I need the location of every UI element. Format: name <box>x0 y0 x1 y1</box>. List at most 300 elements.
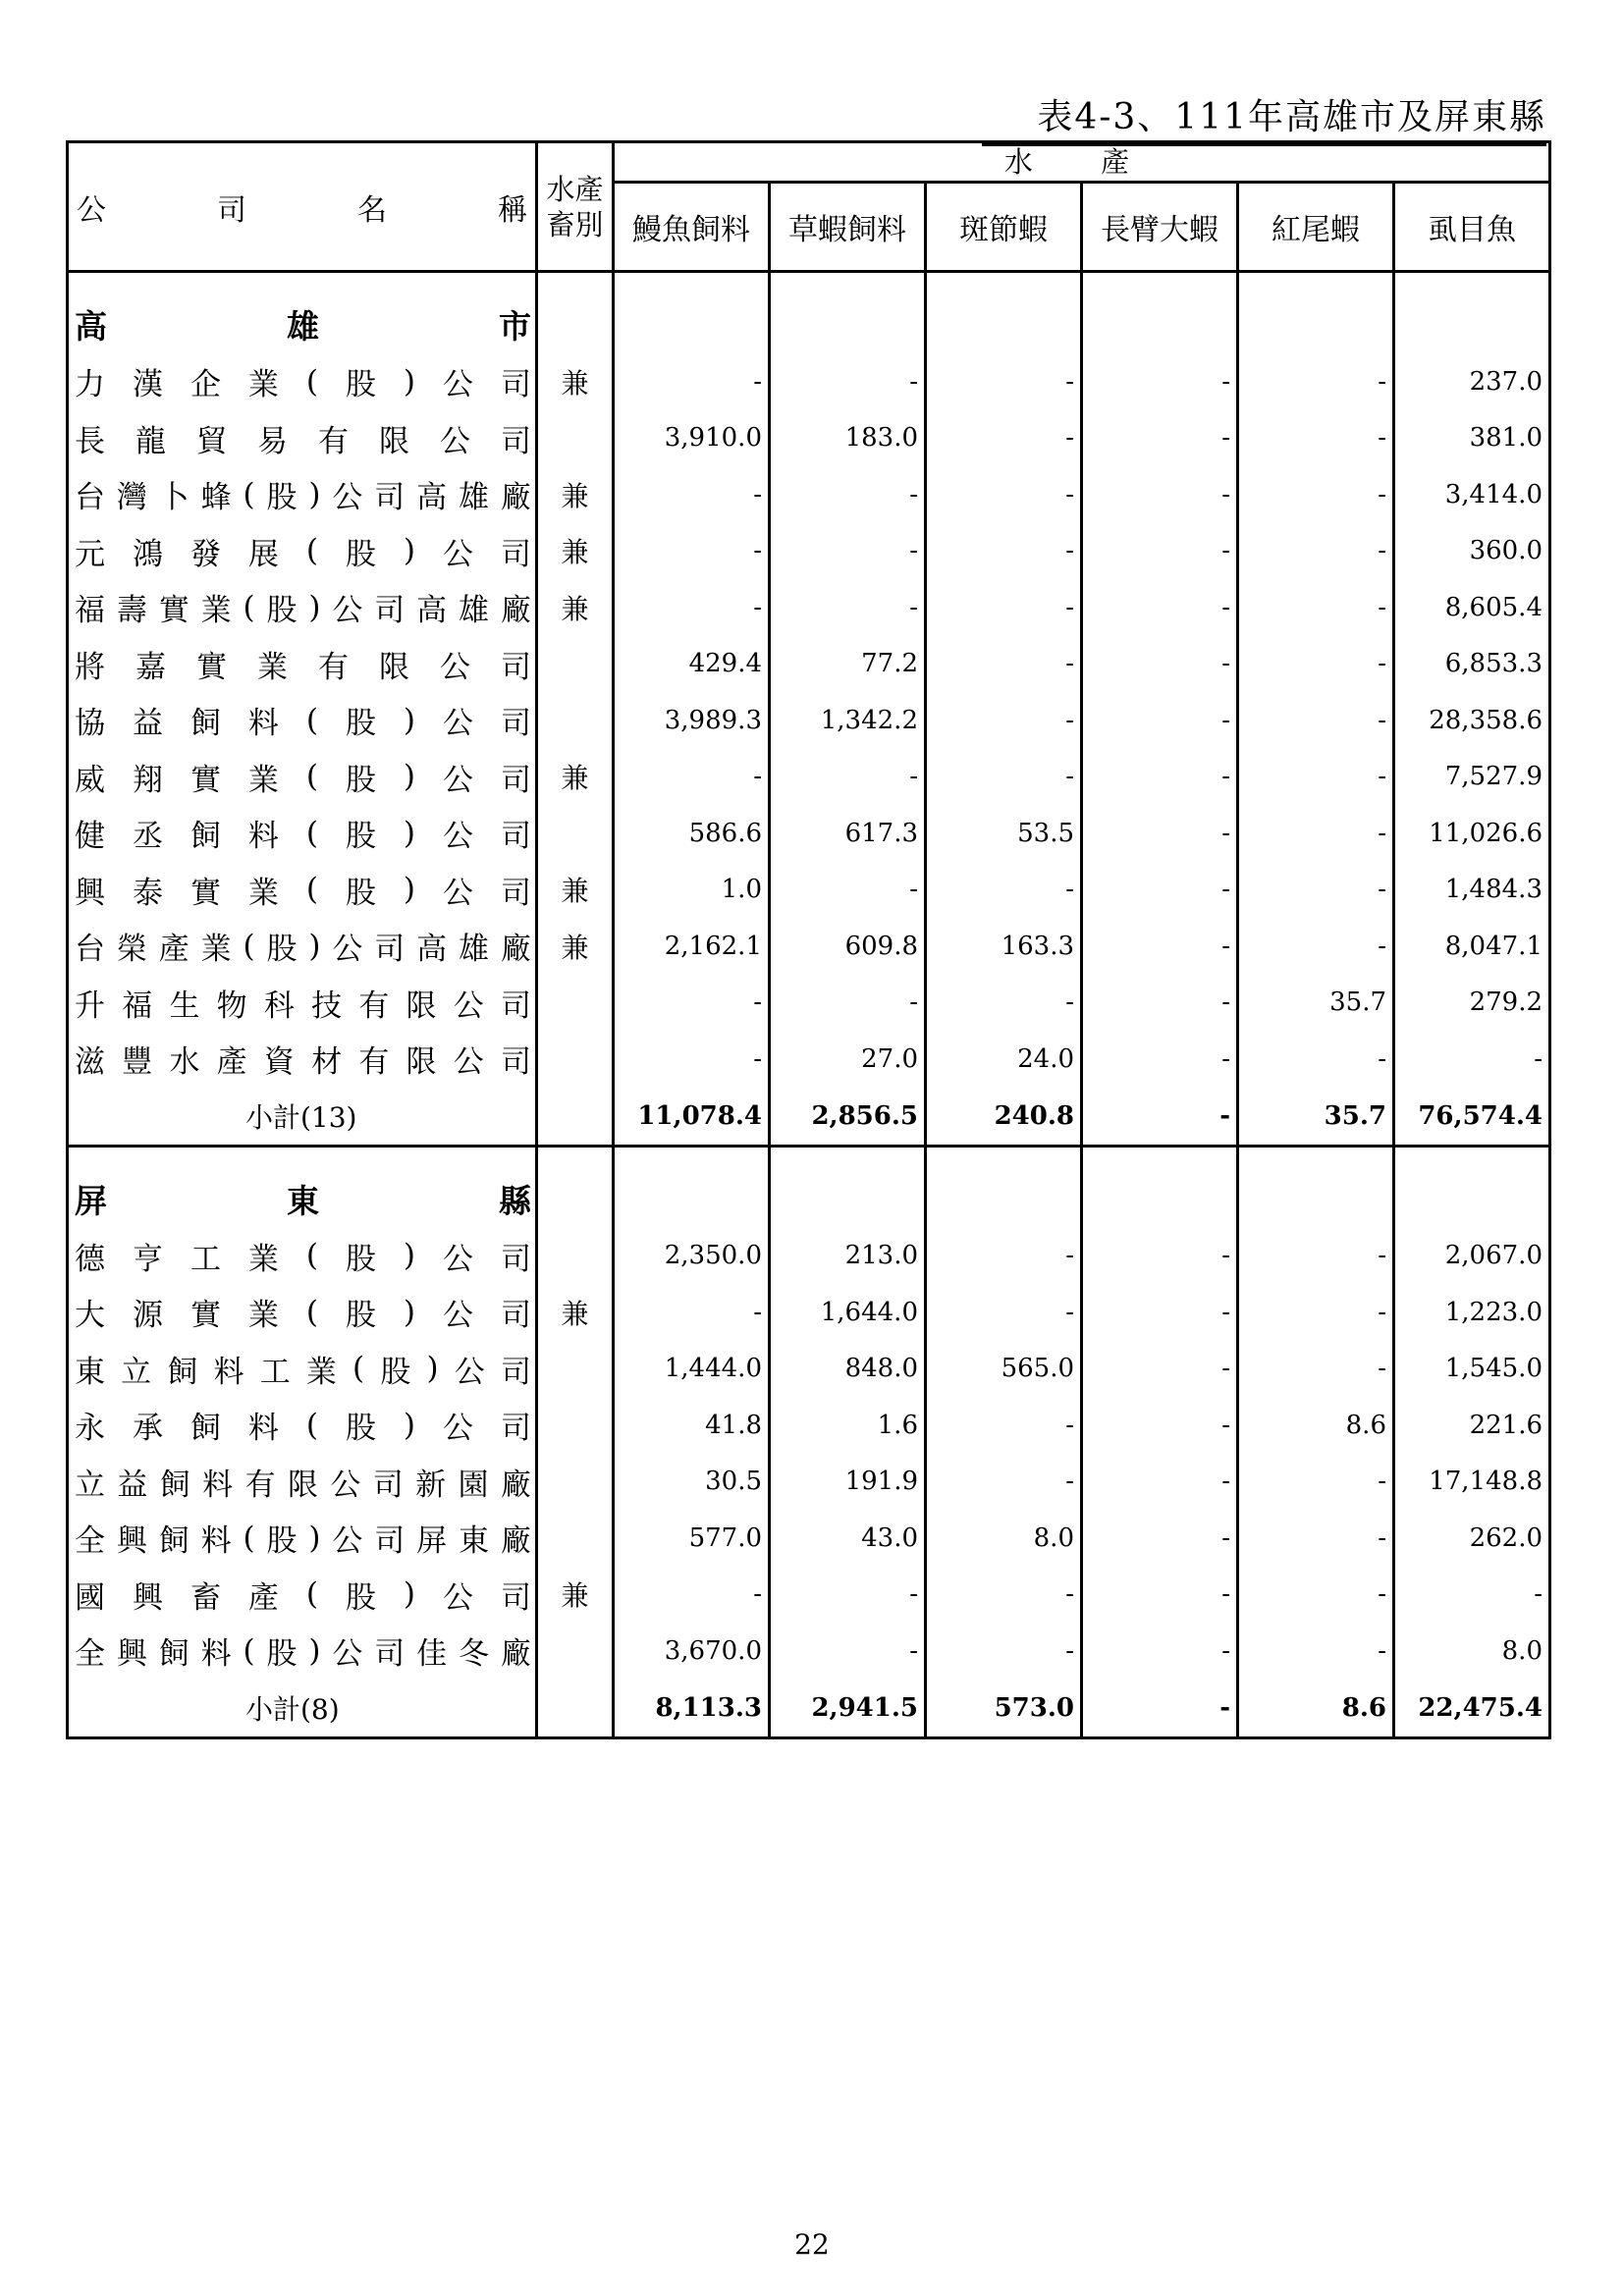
company-name-char: 司 <box>500 1241 531 1277</box>
column-header-0: 鰻魚飼料 <box>614 183 770 272</box>
company-name-char: 泰 <box>132 875 163 911</box>
company-name-char: 興 <box>116 1523 147 1560</box>
value-cell: - <box>926 1454 1082 1511</box>
value-cell: - <box>1238 466 1394 523</box>
company-name <box>68 975 537 1032</box>
value-cell: 360.0 <box>1394 523 1550 580</box>
category-cell: 兼 <box>537 862 614 919</box>
value-cell: - <box>614 523 770 580</box>
company-name-char: 公 <box>332 593 363 629</box>
company-name-char: 有 <box>244 1467 276 1503</box>
value-cell: - <box>926 862 1082 919</box>
company-name-char: 生 <box>169 988 200 1024</box>
company-name-char: 材 <box>311 1044 343 1081</box>
company-name-char: 台 <box>75 480 105 516</box>
table-row <box>68 918 1550 975</box>
company-name-char: 有 <box>318 649 349 685</box>
table-row <box>68 805 1550 862</box>
table-row <box>68 410 1550 467</box>
company-name <box>68 749 537 806</box>
column-header-2: 斑節蝦 <box>926 183 1082 272</box>
column-header-5: 虱目魚 <box>1394 183 1550 272</box>
company-name-char: 股 <box>345 875 376 911</box>
table-row <box>68 579 1550 636</box>
company-name-char: 佳 <box>416 1636 448 1673</box>
value-cell: - <box>770 353 926 410</box>
category-cell: 兼 <box>537 918 614 975</box>
company-name-char: ( <box>243 1632 255 1669</box>
company-name-char: 大 <box>75 1298 105 1334</box>
company-name-char: 鴻 <box>132 536 163 572</box>
company-name-char: 健 <box>75 819 105 855</box>
company-name-char: 力 <box>75 367 105 403</box>
region-name-char: 東 <box>287 1181 319 1220</box>
value-cell: 43.0 <box>770 1510 926 1567</box>
company-name-char: 公 <box>332 1523 363 1560</box>
company-name-char: 廠 <box>500 480 531 516</box>
company-name <box>68 692 537 749</box>
company-name-char: 公 <box>454 1354 485 1390</box>
value-cell: - <box>1082 692 1238 749</box>
subtotal-label: 小計(13) <box>68 1088 537 1147</box>
company-name-char: ) <box>403 363 416 400</box>
company-name-char: 股 <box>266 1636 298 1673</box>
value-cell: 30.5 <box>614 1454 770 1511</box>
company-name <box>68 1454 537 1511</box>
company-name-char: 業 <box>247 875 279 911</box>
company-name-char: 飼 <box>189 1411 221 1447</box>
company-name-char: 貿 <box>196 423 227 459</box>
company-name-char: 廠 <box>500 1523 531 1560</box>
company-name-char: 威 <box>75 762 105 798</box>
company-name-char: 高 <box>416 593 448 629</box>
value-cell: - <box>1238 353 1394 410</box>
company-name-char: 源 <box>132 1298 163 1334</box>
value-cell: - <box>926 1284 1082 1341</box>
subtotal-value: 8.6 <box>1238 1680 1394 1738</box>
company-name-char: 福 <box>122 988 153 1024</box>
value-cell: 8,047.1 <box>1394 918 1550 975</box>
value-cell: 3,989.3 <box>614 692 770 749</box>
company-name-char: 永 <box>75 1411 105 1447</box>
company-name-header <box>68 142 537 272</box>
region-name-char: 雄 <box>287 307 319 346</box>
value-cell: - <box>1082 805 1238 862</box>
category-cell <box>537 1680 614 1738</box>
company-name-char: ) <box>403 533 416 569</box>
company-name-header-char: 稱 <box>498 192 527 228</box>
company-name-char: 公 <box>443 819 473 855</box>
feed-production-table <box>66 140 1551 1739</box>
company-name-char: 公 <box>330 1467 361 1503</box>
company-name-char: 屏 <box>416 1523 448 1560</box>
value-cell: - <box>1082 1397 1238 1454</box>
value-cell: - <box>614 1284 770 1341</box>
company-name-char: 壽 <box>116 593 147 629</box>
value-cell: - <box>1082 353 1238 410</box>
category-cell <box>537 1397 614 1454</box>
company-name-char: ) <box>403 1238 416 1274</box>
company-name-char: 股 <box>345 1298 376 1334</box>
subtotal-value: 35.7 <box>1238 1088 1394 1147</box>
company-name-header-char: 司 <box>217 192 246 228</box>
value-cell: - <box>926 466 1082 523</box>
value-cell: - <box>1082 749 1238 806</box>
table-row <box>68 1031 1550 1088</box>
company-name-char: 企 <box>189 367 221 403</box>
value-cell: - <box>1238 1623 1394 1680</box>
value-cell: - <box>1238 1567 1394 1624</box>
company-name-char: 實 <box>196 649 227 685</box>
company-name-char: ) <box>403 815 416 851</box>
value-cell <box>1082 272 1238 354</box>
company-name-char: 龍 <box>135 423 166 459</box>
category-header-label: 水產畜別 <box>546 172 604 241</box>
value-cell <box>926 272 1082 354</box>
page-number: 22 <box>794 2228 830 2261</box>
company-name-char: 公 <box>443 536 473 572</box>
company-name-char: 有 <box>318 423 349 459</box>
value-cell: - <box>926 636 1082 693</box>
company-name-char: 限 <box>406 988 437 1024</box>
category-cell <box>537 1228 614 1285</box>
value-cell <box>1238 272 1394 354</box>
column-header-3: 長臂大蝦 <box>1082 183 1238 272</box>
company-name-char: 升 <box>75 988 105 1024</box>
value-cell: 565.0 <box>926 1341 1082 1398</box>
company-name-char: 料 <box>247 819 279 855</box>
value-cell: - <box>1238 1341 1394 1398</box>
company-name-char: 公 <box>453 1044 484 1081</box>
value-cell: - <box>1082 523 1238 580</box>
value-cell: 7,527.9 <box>1394 749 1550 806</box>
region-name-char: 屏 <box>75 1181 107 1220</box>
company-name-char: ( <box>305 533 318 569</box>
subtotal-label: 小計(8) <box>68 1680 537 1738</box>
company-name-char: ( <box>305 1576 318 1613</box>
company-name-char: 股 <box>345 1411 376 1447</box>
company-name-char: 股 <box>345 762 376 798</box>
company-name-char: 料 <box>213 1354 244 1390</box>
category-cell: 兼 <box>537 1284 614 1341</box>
value-cell: - <box>1238 1510 1394 1567</box>
company-name-char: ( <box>305 759 318 795</box>
category-cell: 兼 <box>537 523 614 580</box>
company-name-char: 產 <box>158 932 189 968</box>
value-cell: 609.8 <box>770 918 926 975</box>
company-name-char: 嘉 <box>135 649 166 685</box>
value-cell: - <box>926 1228 1082 1285</box>
category-cell <box>537 636 614 693</box>
company-name-char: 司 <box>500 706 531 742</box>
value-cell: 381.0 <box>1394 410 1550 467</box>
value-cell: 17,148.8 <box>1394 1454 1550 1511</box>
aquatic-group-header: 水 產 <box>614 142 1550 183</box>
value-cell: - <box>614 579 770 636</box>
value-cell: - <box>1238 805 1394 862</box>
company-name <box>68 862 537 919</box>
value-cell: 1.6 <box>770 1397 926 1454</box>
company-name-char: 滋 <box>75 1044 105 1081</box>
value-cell: - <box>1082 1623 1238 1680</box>
company-name <box>68 1510 537 1567</box>
company-name-char: 廠 <box>500 932 531 968</box>
company-name-char: 雄 <box>458 480 489 516</box>
company-name-char: 公 <box>443 367 473 403</box>
value-cell: 237.0 <box>1394 353 1550 410</box>
company-name-char: 司 <box>372 1467 404 1503</box>
subtotal-value: - <box>1082 1680 1238 1738</box>
value-cell: - <box>770 975 926 1032</box>
subtotal-row <box>68 1680 1550 1738</box>
company-name-char: 將 <box>75 649 105 685</box>
value-cell: - <box>1238 692 1394 749</box>
company-name-char: 翔 <box>132 762 163 798</box>
value-cell <box>770 1146 926 1228</box>
value-cell: - <box>926 579 1082 636</box>
value-cell: 27.0 <box>770 1031 926 1088</box>
value-cell: - <box>1238 636 1394 693</box>
value-cell: 77.2 <box>770 636 926 693</box>
company-name-char: 公 <box>443 762 473 798</box>
value-cell: - <box>1238 918 1394 975</box>
company-name-char: ) <box>308 1520 321 1556</box>
value-cell: - <box>1394 1031 1550 1088</box>
value-cell: 191.9 <box>770 1454 926 1511</box>
value-cell: 183.0 <box>770 410 926 467</box>
company-name-char: 飼 <box>167 1354 198 1390</box>
company-name <box>68 1341 537 1398</box>
subtotal-value: 8,113.3 <box>614 1680 770 1738</box>
company-name-char: 有 <box>358 988 390 1024</box>
company-name-char: 德 <box>75 1241 105 1277</box>
region-row <box>68 1146 1550 1228</box>
table-row <box>68 523 1550 580</box>
table-row <box>68 692 1550 749</box>
value-cell: 279.2 <box>1394 975 1550 1032</box>
company-name-char: 業 <box>200 593 232 629</box>
value-cell: 3,670.0 <box>614 1623 770 1680</box>
value-cell: - <box>1082 975 1238 1032</box>
value-cell: 1,444.0 <box>614 1341 770 1398</box>
value-cell: 617.3 <box>770 805 926 862</box>
company-name-char: 業 <box>305 1354 337 1390</box>
category-cell <box>537 1623 614 1680</box>
company-name-char: ( <box>305 1294 318 1330</box>
company-name-char: 司 <box>374 1636 406 1673</box>
company-name-char: 興 <box>116 1636 147 1673</box>
table-row <box>68 1567 1550 1624</box>
value-cell: - <box>1082 579 1238 636</box>
company-name-char: 司 <box>500 762 531 798</box>
company-name-char: 公 <box>443 706 473 742</box>
category-cell: 兼 <box>537 579 614 636</box>
value-cell: - <box>926 1567 1082 1624</box>
company-name-char: 司 <box>374 480 406 516</box>
subtotal-value: - <box>1082 1088 1238 1147</box>
category-cell <box>537 272 614 354</box>
value-cell <box>770 272 926 354</box>
company-name-char: ( <box>305 1407 318 1443</box>
company-name-char: ) <box>308 589 321 625</box>
company-name-char: 協 <box>75 706 105 742</box>
value-cell: - <box>1238 579 1394 636</box>
value-cell: 1,545.0 <box>1394 1341 1550 1398</box>
company-name-char: ( <box>352 1351 365 1387</box>
value-cell: 8.0 <box>926 1510 1082 1567</box>
company-name-char: ) <box>308 476 321 512</box>
table-row <box>68 749 1550 806</box>
company-name-char: 丞 <box>132 819 163 855</box>
column-header-4: 紅尾蝦 <box>1238 183 1394 272</box>
company-name-char: 料 <box>200 1636 232 1673</box>
value-cell: 3,910.0 <box>614 410 770 467</box>
company-name-char: 司 <box>500 536 531 572</box>
company-name-char: 實 <box>158 593 189 629</box>
value-cell: 41.8 <box>614 1397 770 1454</box>
company-name <box>68 1623 537 1680</box>
table-row <box>68 353 1550 410</box>
table-row <box>68 1341 1550 1398</box>
value-cell <box>1394 1146 1550 1228</box>
value-cell: 429.4 <box>614 636 770 693</box>
value-cell: - <box>926 692 1082 749</box>
company-name-char: 公 <box>332 932 363 968</box>
region-name <box>68 1146 537 1228</box>
value-cell: 1,644.0 <box>770 1284 926 1341</box>
company-name-char: 科 <box>263 988 295 1024</box>
company-name-char: 廠 <box>500 1636 531 1673</box>
company-name-char: 承 <box>132 1411 163 1447</box>
value-cell: - <box>926 353 1082 410</box>
company-name <box>68 1228 537 1285</box>
value-cell: - <box>1082 636 1238 693</box>
company-name-char: 股 <box>345 819 376 855</box>
company-name-char: 益 <box>117 1467 148 1503</box>
value-cell: 221.6 <box>1394 1397 1550 1454</box>
category-cell <box>537 410 614 467</box>
company-name-char: 司 <box>500 988 531 1024</box>
value-cell: - <box>1082 1031 1238 1088</box>
value-cell <box>614 1146 770 1228</box>
subtotal-value: 2,941.5 <box>770 1680 926 1738</box>
value-cell: 1,223.0 <box>1394 1284 1550 1341</box>
company-name-char: 豐 <box>122 1044 153 1081</box>
subtotal-row <box>68 1088 1550 1147</box>
company-name-char: 司 <box>374 593 406 629</box>
value-cell: 2,350.0 <box>614 1228 770 1285</box>
company-name-char: ( <box>305 702 318 738</box>
value-cell: - <box>1082 918 1238 975</box>
company-name-char: 飼 <box>159 1467 190 1503</box>
value-cell: 35.7 <box>1238 975 1394 1032</box>
category-cell: 兼 <box>537 1567 614 1624</box>
subtotal-value: 573.0 <box>926 1680 1082 1738</box>
company-name-char: ( <box>305 1238 318 1274</box>
value-cell: - <box>1394 1567 1550 1624</box>
value-cell: - <box>1238 523 1394 580</box>
company-name-char: 實 <box>189 762 221 798</box>
company-name-char: 冬 <box>458 1636 489 1673</box>
company-name-char: ( <box>305 363 318 400</box>
company-name-char: 榮 <box>116 932 147 968</box>
category-cell <box>537 1510 614 1567</box>
company-name-char: 灣 <box>116 480 147 516</box>
company-name-char: 東 <box>75 1354 105 1390</box>
company-name <box>68 579 537 636</box>
value-cell <box>1394 272 1550 354</box>
company-name <box>68 1397 537 1454</box>
company-name-char: ) <box>308 928 321 964</box>
company-name-char: ) <box>403 1576 416 1613</box>
company-name-char: 興 <box>75 875 105 911</box>
value-cell: - <box>770 749 926 806</box>
company-name-char: 司 <box>501 423 531 459</box>
value-cell: - <box>614 749 770 806</box>
company-name-char: 廠 <box>500 593 531 629</box>
table-row <box>68 1623 1550 1680</box>
table-row <box>68 975 1550 1032</box>
company-name-char: 元 <box>75 536 105 572</box>
company-name-char: 股 <box>266 1523 298 1560</box>
category-cell: 兼 <box>537 466 614 523</box>
value-cell: 1,484.3 <box>1394 862 1550 919</box>
category-cell <box>537 975 614 1032</box>
value-cell: - <box>1082 1228 1238 1285</box>
company-name-char: 工 <box>259 1354 291 1390</box>
value-cell: 8.6 <box>1238 1397 1394 1454</box>
value-cell <box>614 272 770 354</box>
company-name-char: 公 <box>440 423 470 459</box>
company-name-char: 飼 <box>158 1523 189 1560</box>
category-cell <box>537 692 614 749</box>
value-cell: - <box>1082 1454 1238 1511</box>
company-name-char: ) <box>403 1407 416 1443</box>
value-cell: - <box>926 749 1082 806</box>
company-name-char: 公 <box>332 480 363 516</box>
table-row <box>68 1397 1550 1454</box>
company-name-char: 司 <box>500 819 531 855</box>
company-name-char: 蜂 <box>200 480 232 516</box>
category-cell: 兼 <box>537 749 614 806</box>
company-name-char: 業 <box>247 1298 279 1334</box>
value-cell: 848.0 <box>770 1341 926 1398</box>
company-name-char: 股 <box>345 367 376 403</box>
value-cell: 2,067.0 <box>1394 1228 1550 1285</box>
company-name-char: ( <box>243 476 255 512</box>
value-cell: 213.0 <box>770 1228 926 1285</box>
company-name <box>68 1031 537 1088</box>
company-name-char: 股 <box>266 480 298 516</box>
company-name-char: 公 <box>443 1298 473 1334</box>
value-cell: - <box>1082 862 1238 919</box>
value-cell: 3,414.0 <box>1394 466 1550 523</box>
region-row <box>68 272 1550 354</box>
company-name-char: 台 <box>75 932 105 968</box>
company-name-char: 公 <box>443 1579 473 1616</box>
value-cell: 1,342.2 <box>770 692 926 749</box>
company-name-char: 長 <box>75 423 105 459</box>
company-name-char: 公 <box>443 1411 473 1447</box>
company-name <box>68 523 537 580</box>
value-cell: 28,358.6 <box>1394 692 1550 749</box>
subtotal-value: 2,856.5 <box>770 1088 926 1147</box>
company-name-char: 技 <box>311 988 343 1024</box>
company-name-char: 益 <box>132 706 163 742</box>
value-cell: 6,853.3 <box>1394 636 1550 693</box>
subtotal-value: 76,574.4 <box>1394 1088 1550 1147</box>
category-cell <box>537 805 614 862</box>
